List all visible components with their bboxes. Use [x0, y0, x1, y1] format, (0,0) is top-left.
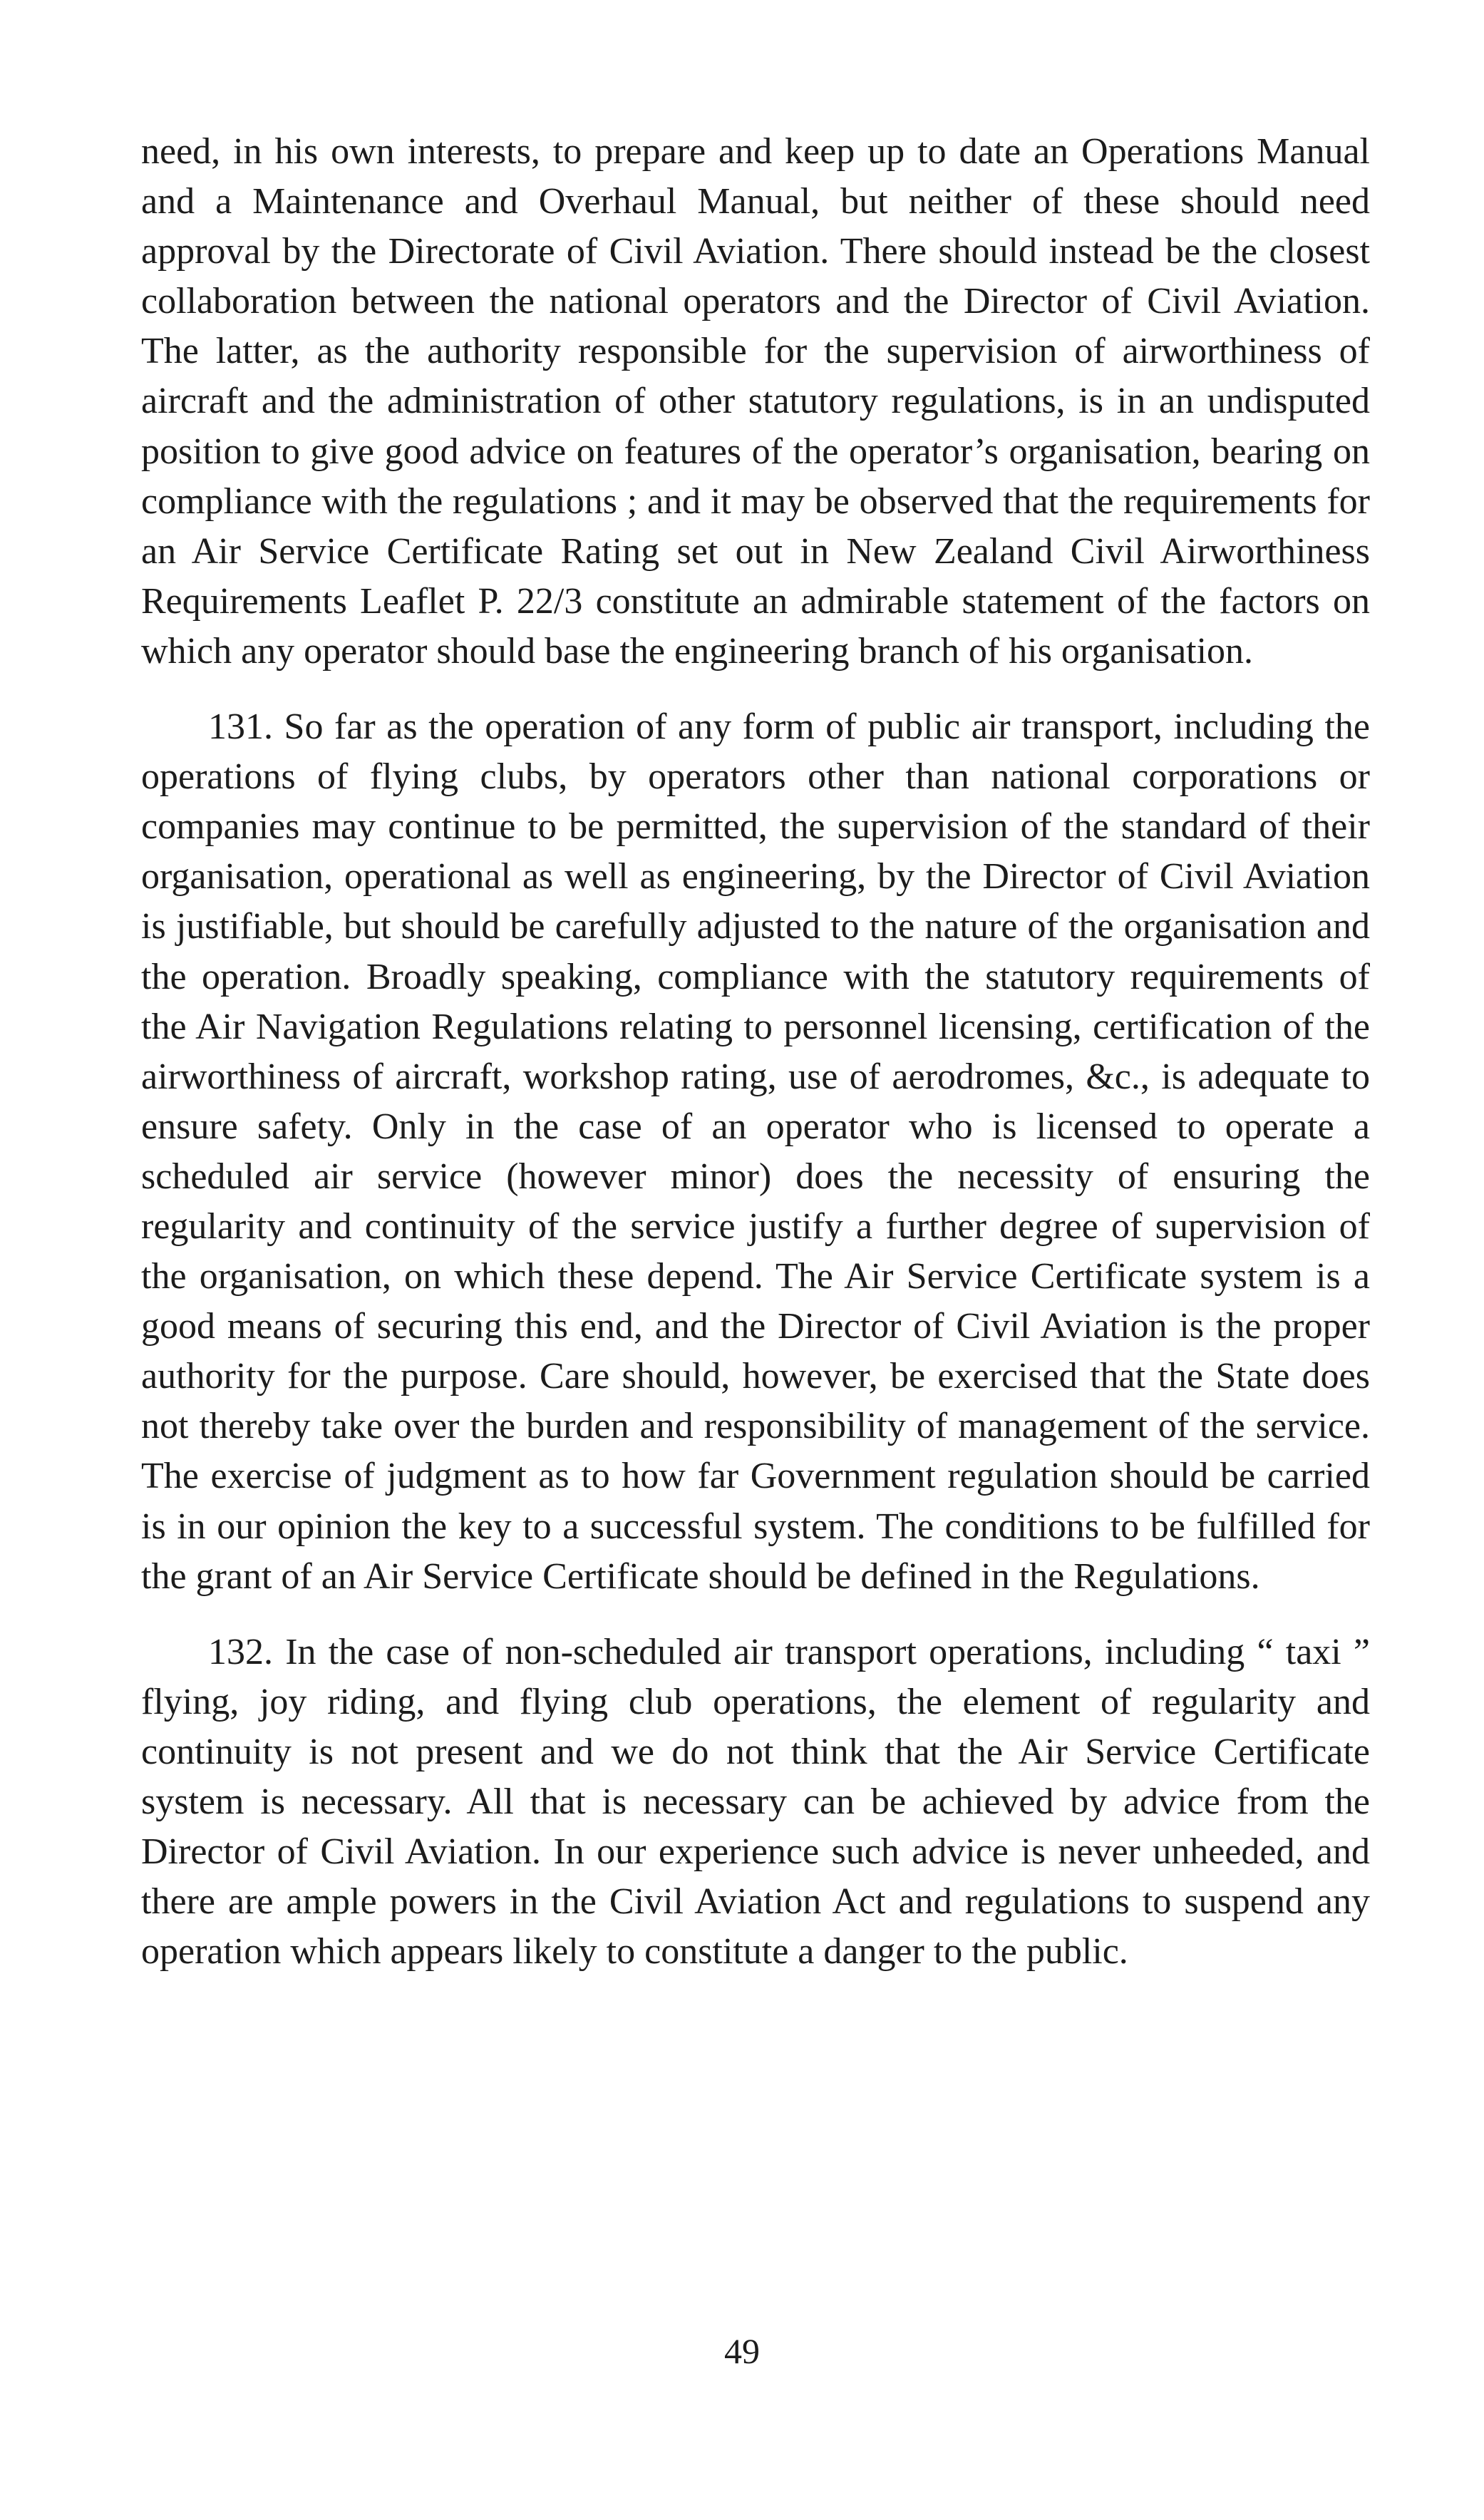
paragraph-131: 131. So far as the operation of any form of public air transport, including the operations of flying clubs, by operators other than national corporations or companies may continue to be permitted, the supervision of the standard of their organisation, operational as well as engineering, by the Director of Civil Aviation is justifiable, but should be carefully adjusted to the nature of the organisation and the operation. Broadly speaking, compliance with the statutory requirements of the Air Navigation Regulations relating to personnel licensing, certification of the airworthiness of aircraft, workshop rating, use of aerodromes, &c., is adequate to ensure safety. Only in the case of an operator who is licensed to operate a scheduled air service (however minor) does the necessity of ensuring the regularity and continuity of the service justify a further degree of supervision of the organisation, on which these depend. The Air Service Certificate system is a good means of securing this end, and the Director of Civil Aviation is the proper authority for the purpose. Care should, however, be exercised that the State does not thereby take over the burden and responsibility of management of the service. The exercise of judgment as to how far Government regulation should be carried is in our opinion the key to a successful system. The conditions to be fulfilled for the grant of an Air Service Certificate should be defined in the Regulations. — [141, 706, 1370, 1597]
page-body — [141, 127, 1370, 1977]
paragraph-continuation: need, in his own interests, to prepare and keep up to date an Operations Manual and a Maintenance and Overhaul Manual, but neither of these should need approval by the Directorate of Civil Aviation. There should instead be the closest collaboration between the national operators and the Director of Civil Aviation. The latter, as the authority responsible for the supervision of airworthiness of aircraft and the administration of other statutory regulations, is in an undisputed position to give good advice on features of the operator’s organisation, bearing on compliance with the regulations ; and it may be observed that the requirements for an Air Service Certificate Rating set out in New Zealand Civil Airworthiness Requirements Leaflet P. 22/3 constitute an admirable statement of the factors on which any operator should base the engineering branch of his organisation. — [141, 131, 1370, 672]
paragraph-132: 132. In the case of non-scheduled air transport operations, including “ taxi ” flying, joy riding, and flying club operations, the element of regularity and continuity is not present and we do not think that the Air Service Certificate system is necessary. All that is necessary can be achieved by advice from the Director of Civil Aviation. In our experience such advice is never unheeded, and there are ample powers in the Civil Aviation Act and regulations to suspend any operation which appears likely to constitute a danger to the public. — [141, 1631, 1370, 1973]
page-number: 49 — [724, 2331, 760, 2371]
